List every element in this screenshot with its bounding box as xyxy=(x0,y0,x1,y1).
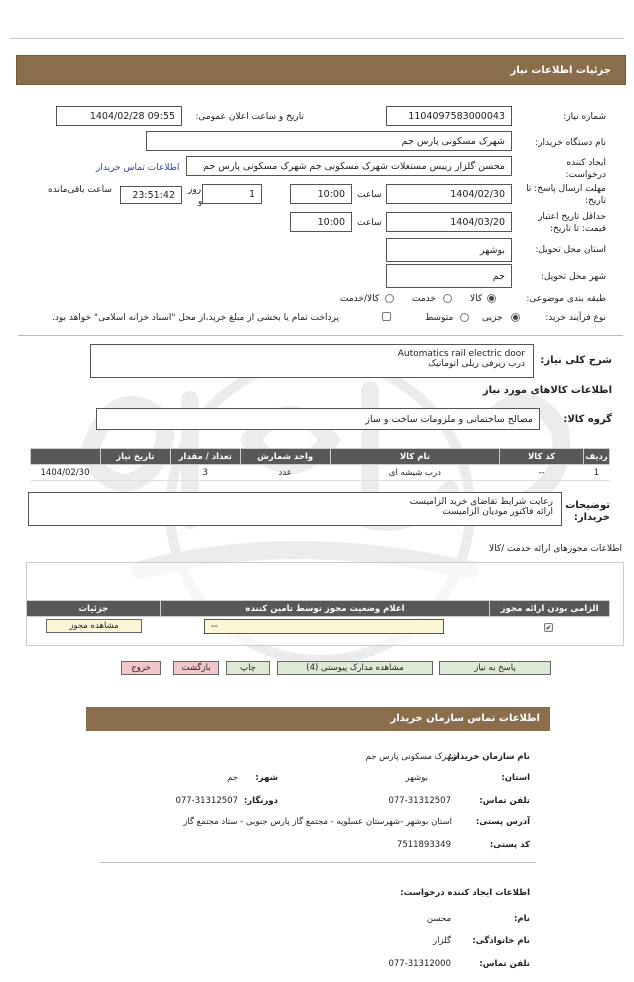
validity-date-field: 1404/03/20 xyxy=(386,212,512,232)
creator-family-value: گلزار xyxy=(432,936,451,946)
remaining-time-label: ساعت باقی‌مانده xyxy=(48,185,112,195)
deadline-time-label: ساعت xyxy=(357,190,382,200)
buyer-notes-label-1: توضیحات xyxy=(565,500,610,511)
category-label: طبقه بندی موضوعی: xyxy=(526,294,606,304)
buyer-org-label: نام دستگاه خریدار: xyxy=(535,138,606,148)
contact-title: اطلاعات تماس سازمان خریدار xyxy=(390,713,540,724)
permits-table xyxy=(26,600,610,617)
contact-city-value: جم xyxy=(227,773,238,783)
permit-status-field[interactable]: -- xyxy=(204,619,444,634)
buyer-notes-line-2: ارائه فاکتور مودیان الزامیست xyxy=(442,507,553,517)
contact-fax-label: دورنگار: xyxy=(243,796,278,806)
cell-code: -- xyxy=(500,465,584,481)
validity-label-1: حداقل تاریخ اعتبار xyxy=(538,212,606,222)
reply-button[interactable]: پاسخ به نیاز xyxy=(439,661,551,675)
col-qty: تعداد / مقدار xyxy=(170,449,240,465)
category-radio-service[interactable] xyxy=(443,294,452,303)
cell-unit: عدد xyxy=(240,465,330,481)
creator-phone-value: 077-31312000 xyxy=(388,959,451,969)
deadline-days-label: روز xyxy=(188,185,202,195)
col-name: نام کالا xyxy=(330,449,500,465)
col-unit: واحد شمارش xyxy=(240,449,330,465)
top-divider xyxy=(10,38,624,39)
contact-phone-label: تلفن تماس: xyxy=(479,796,530,806)
page-header xyxy=(16,55,626,85)
contact-province-label: استان: xyxy=(501,773,530,783)
permits-col-required: الزامی بودن ارائه مجوز xyxy=(490,601,610,617)
cell-date: 1404/02/30 xyxy=(31,465,171,481)
process-option-medium: متوسط xyxy=(425,313,454,323)
col-code: کد کالا xyxy=(500,449,584,465)
goods-group-field: مصالح ساختمانی و ملزومات ساخت و ساز xyxy=(96,408,540,430)
category-option-goods: کالا xyxy=(470,294,483,304)
deadline-label-2: تاریخ: xyxy=(585,196,606,206)
need-number-field: 1104097583000043 xyxy=(386,106,512,126)
back-button[interactable]: بازگشت xyxy=(173,661,219,675)
category-option-service: خدمت xyxy=(412,294,436,304)
permit-required-checkbox xyxy=(544,623,553,632)
summary-box xyxy=(90,344,534,378)
process-radio-medium[interactable] xyxy=(460,313,469,322)
permits-title: اطلاعات مجوزهای ارائه خدمت /کالا xyxy=(488,544,622,554)
deadline-days-field: 1 xyxy=(202,184,262,204)
cell-qty: 3 xyxy=(170,465,240,481)
contact-org-value: شهرک مسکونی پارس جم xyxy=(365,752,458,762)
contact-address-value: استان بوشهر -شهرستان عسلویه - مجتمع گاز پارس جنوبی - ستاد مجتمع گاز xyxy=(183,817,452,827)
deadline-label-1: مهلت ارسال پاسخ: تا xyxy=(526,184,606,194)
city-field: جم xyxy=(386,264,512,288)
creator-family-label: نام خانوادگی: xyxy=(472,936,530,946)
creator-label-1: ایجاد کننده xyxy=(566,158,606,168)
cell-row: 1 xyxy=(584,465,610,481)
creator-label-2: درخواست: xyxy=(565,170,606,180)
goods-table xyxy=(30,448,610,481)
city-label: شهر محل تحویل: xyxy=(540,272,606,282)
print-button[interactable]: چاپ xyxy=(226,661,270,675)
table-row[interactable] xyxy=(31,465,610,481)
contact-phone-value: 077-31312507 xyxy=(388,796,451,806)
col-date: تاریخ نیاز xyxy=(100,449,170,465)
buyer-notes-box xyxy=(28,492,562,526)
creator-info-title: اطلاعات ایجاد کننده درخواست: xyxy=(400,888,530,898)
contact-divider xyxy=(100,862,536,863)
buyer-notes-line-1: رعایت شرایط تقاضای خرید الزامیست xyxy=(409,497,553,507)
contact-city-label: شهر: xyxy=(255,773,278,783)
summary-line-2: درب ریرفی ریلی اتوماتیک xyxy=(428,359,525,369)
province-label: استان محل تحویل: xyxy=(535,245,606,255)
creator-phone-label: تلفن تماس: xyxy=(479,959,530,969)
process-option-minor: جزیی xyxy=(482,313,503,323)
category-radio-goods[interactable] xyxy=(487,294,496,303)
validity-label-2: قیمت: تا تاریخ: xyxy=(550,224,606,234)
remaining-time-field: 23:51:42 xyxy=(120,186,182,204)
contact-fax-value: 077-31312507 xyxy=(175,796,238,806)
col-row: ردیف xyxy=(584,449,610,465)
creator-field: محسن گلزار رییس مستغلات شهرک مسکونی جم شهرک مسکونی پارس جم xyxy=(186,156,512,176)
page-title: جزئیات اطلاعات نیاز xyxy=(510,65,611,76)
validity-time-label: ساعت xyxy=(357,218,382,228)
process-radio-minor[interactable] xyxy=(511,313,520,322)
summary-line-1: Automatics rail electric door xyxy=(397,349,525,359)
exit-button[interactable]: خروج xyxy=(121,661,161,675)
permits-col-status: اعلام وضعیت مجوز توسط تامین کننده xyxy=(160,601,489,617)
view-permit-button[interactable]: مشاهده مجوز xyxy=(46,619,142,633)
goods-title: اطلاعات کالاهای مورد نیاز xyxy=(482,385,612,396)
treasury-payment-checkbox[interactable] xyxy=(382,312,391,321)
announce-label: تاریخ و ساعت اعلان عمومی: xyxy=(195,112,304,122)
deadline-and-label: و xyxy=(198,197,203,207)
contact-address-label: آدرس پستی: xyxy=(475,817,530,827)
need-number-label: شماره نیاز: xyxy=(563,112,606,122)
creator-name-label: نام: xyxy=(513,914,530,924)
contact-postal-value: 7511893349 xyxy=(396,840,451,850)
buyer-contact-link[interactable]: اطلاعات تماس خریدار xyxy=(96,163,180,173)
summary-label: شرح کلی نیاز: xyxy=(540,355,612,366)
permits-col-details: جزئیات xyxy=(27,601,161,617)
buyer-org-field: شهرک مسکونی پارس جم xyxy=(146,131,512,151)
cell-name: درب شیشه ای xyxy=(330,465,500,481)
attachments-button[interactable]: مشاهده مدارک پیوستی (4) xyxy=(277,661,433,675)
deadline-date-field: 1404/02/30 xyxy=(386,184,512,204)
divider xyxy=(18,335,623,336)
announce-field: 1404/02/28 09:55 xyxy=(56,106,182,126)
col-date-ext xyxy=(31,449,101,465)
creator-name-value: محسن xyxy=(426,914,451,924)
contact-org-label: نام سازمان خریدار: xyxy=(448,752,530,762)
contact-postal-label: کد پستی: xyxy=(489,840,530,850)
contact-province-value: بوشهر xyxy=(405,773,428,783)
deadline-time-field: 10:00 xyxy=(290,184,352,204)
process-label: نوع فرآیند خرید: xyxy=(545,313,606,323)
buyer-notes-label-2: خریدار: xyxy=(573,512,610,523)
treasury-payment-note: پرداخت تمام یا بخشی از مبلغ خرید،از محل "اسناد خزانه اسلامی" خواهد بود. xyxy=(52,313,340,323)
validity-time-field: 10:00 xyxy=(290,212,352,232)
category-option-both: کالا/خدمت xyxy=(340,294,380,304)
category-radio-both[interactable] xyxy=(385,294,394,303)
goods-group-label: گروه کالا: xyxy=(563,414,612,425)
contact-header xyxy=(86,707,550,731)
province-field: بوشهر xyxy=(386,238,512,262)
